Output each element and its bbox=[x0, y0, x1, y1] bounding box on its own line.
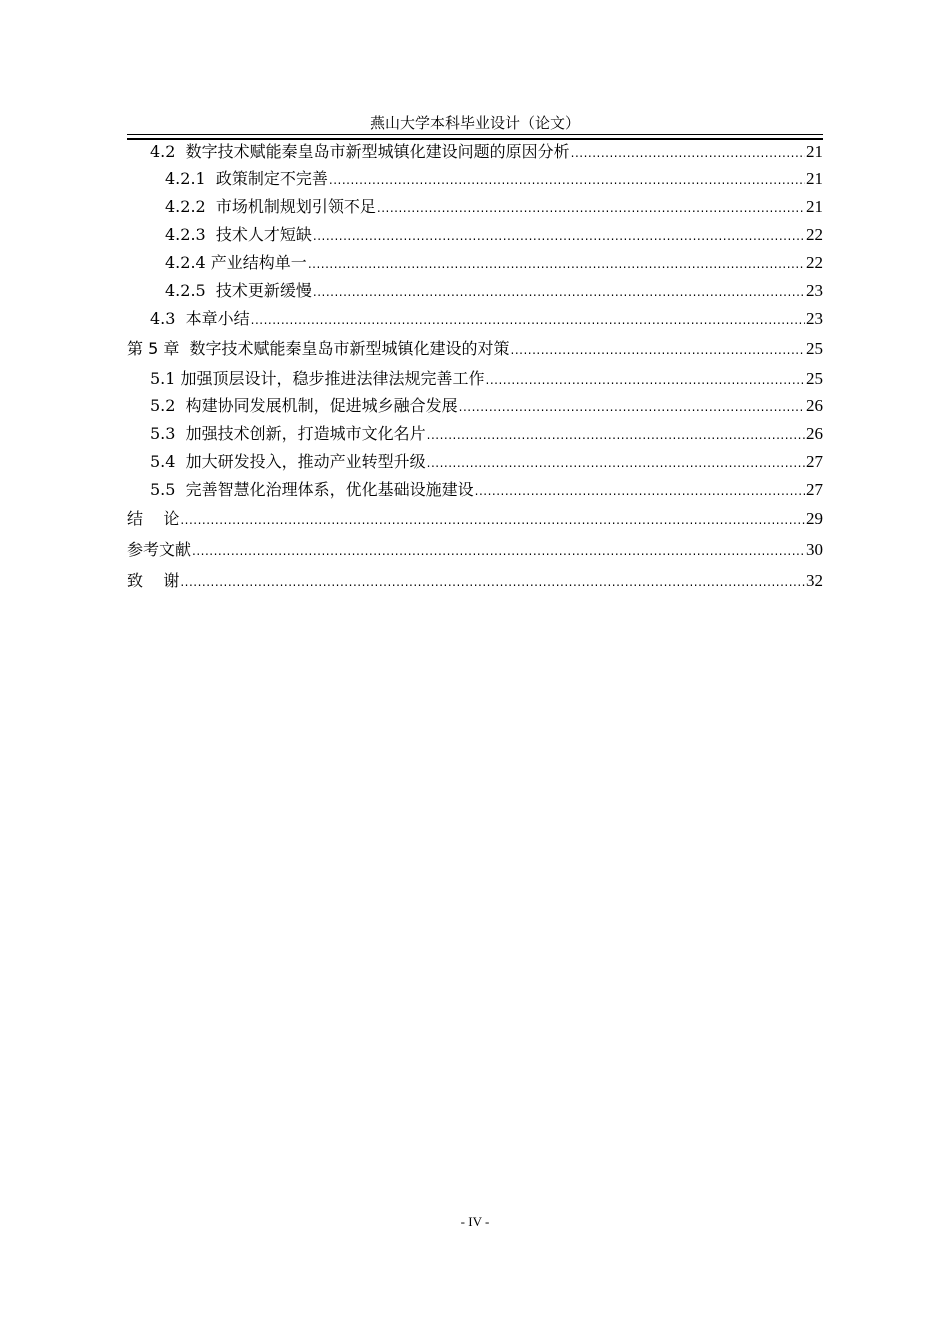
toc-leader-dots bbox=[377, 196, 805, 220]
page-number-footer: - IV - bbox=[460, 1214, 490, 1229]
toc-page-number: 27 bbox=[806, 480, 823, 499]
toc-entry-label: 第 5 章 数字技术赋能秦皇岛市新型城镇化建设的对策 bbox=[127, 339, 510, 358]
toc-entry-4-2-1[interactable] bbox=[127, 167, 823, 191]
toc-entry-label: 5.4 加大研发投入，推动产业转型升级 bbox=[150, 452, 426, 471]
toc-entry-4-2-4[interactable] bbox=[127, 251, 823, 275]
toc-entry-4-2-5[interactable] bbox=[127, 279, 823, 303]
toc-entry-4-2[interactable] bbox=[127, 140, 823, 164]
toc-leader-dots bbox=[427, 451, 805, 475]
toc-leader-dots bbox=[329, 168, 805, 192]
toc-entry-5-1[interactable] bbox=[127, 367, 823, 391]
toc-entry-label: 4.2.5 技术更新缓慢 bbox=[165, 281, 312, 300]
toc-page-number: 29 bbox=[806, 509, 823, 528]
toc-page-number: 27 bbox=[806, 452, 823, 471]
toc-page-number: 23 bbox=[806, 281, 823, 300]
toc-entry-label: 4.2.3 技术人才短缺 bbox=[165, 225, 312, 244]
toc-leader-dots bbox=[486, 368, 805, 392]
toc-page-number: 26 bbox=[806, 424, 823, 443]
toc-leader-dots bbox=[251, 308, 805, 332]
toc-page-number: 22 bbox=[806, 253, 823, 272]
toc-entry-5-4[interactable] bbox=[127, 450, 823, 474]
toc-entry-label: 5.1 加强顶层设计，稳步推进法律法规完善工作 bbox=[150, 369, 485, 388]
toc-entry-label: 致 谢 bbox=[127, 571, 180, 590]
toc-entry-label: 5.3 加强技术创新，打造城市文化名片 bbox=[150, 424, 426, 443]
toc-page-number: 21 bbox=[806, 197, 823, 216]
toc-leader-dots bbox=[308, 252, 805, 276]
toc-page-number: 21 bbox=[806, 169, 823, 188]
toc-leader-dots bbox=[180, 508, 805, 532]
toc-page-number: 21 bbox=[806, 142, 823, 161]
toc-leader-dots bbox=[180, 570, 805, 594]
toc-page-number: 25 bbox=[806, 339, 823, 358]
toc-leader-dots bbox=[475, 479, 805, 503]
toc-entry-4-3[interactable] bbox=[127, 307, 823, 331]
toc-entry-chapter-5[interactable] bbox=[127, 337, 823, 361]
toc-leader-dots bbox=[313, 224, 805, 248]
toc-entry-label: 4.2.1 政策制定不完善 bbox=[165, 169, 328, 188]
toc-entry-label: 4.2.4 产业结构单一 bbox=[165, 253, 307, 272]
toc-entry-5-5[interactable] bbox=[127, 478, 823, 502]
running-header-title: 燕山大学本科毕业设计（论文） bbox=[369, 114, 580, 132]
toc-page-number: 32 bbox=[806, 571, 823, 590]
toc-page-number: 25 bbox=[806, 369, 823, 388]
toc-leader-dots bbox=[427, 423, 805, 447]
toc-entry-conclusion[interactable] bbox=[127, 507, 823, 531]
toc-entry-label: 5.2 构建协同发展机制，促进城乡融合发展 bbox=[150, 396, 458, 415]
toc-leader-dots bbox=[459, 395, 805, 419]
toc-page-number: 30 bbox=[806, 540, 823, 559]
toc-entry-label: 5.5 完善智慧化治理体系，优化基础设施建设 bbox=[150, 480, 474, 499]
toc-entry-4-2-3[interactable] bbox=[127, 223, 823, 247]
toc-leader-dots bbox=[511, 338, 805, 362]
toc-leader-dots bbox=[571, 141, 805, 165]
toc-entry-references[interactable] bbox=[127, 538, 823, 562]
toc-entry-5-2[interactable] bbox=[127, 394, 823, 418]
toc-leader-dots bbox=[313, 280, 805, 304]
toc-entry-5-3[interactable] bbox=[127, 422, 823, 446]
toc-entry-label: 4.2.2 市场机制规划引领不足 bbox=[165, 197, 376, 216]
toc-entry-label: 4.2 数字技术赋能秦皇岛市新型城镇化建设问题的原因分析 bbox=[150, 142, 570, 161]
toc-page-number: 26 bbox=[806, 396, 823, 415]
toc-entry-acknowledgements[interactable] bbox=[127, 569, 823, 593]
toc-entry-label: 参考文献 bbox=[127, 540, 192, 559]
toc-page-number: 22 bbox=[806, 225, 823, 244]
toc-leader-dots bbox=[192, 539, 805, 563]
toc-entry-label: 4.3 本章小结 bbox=[150, 309, 250, 328]
toc-entry-4-2-2[interactable] bbox=[127, 195, 823, 219]
toc-entry-label: 结 论 bbox=[127, 509, 180, 528]
toc-page-number: 23 bbox=[806, 309, 823, 328]
